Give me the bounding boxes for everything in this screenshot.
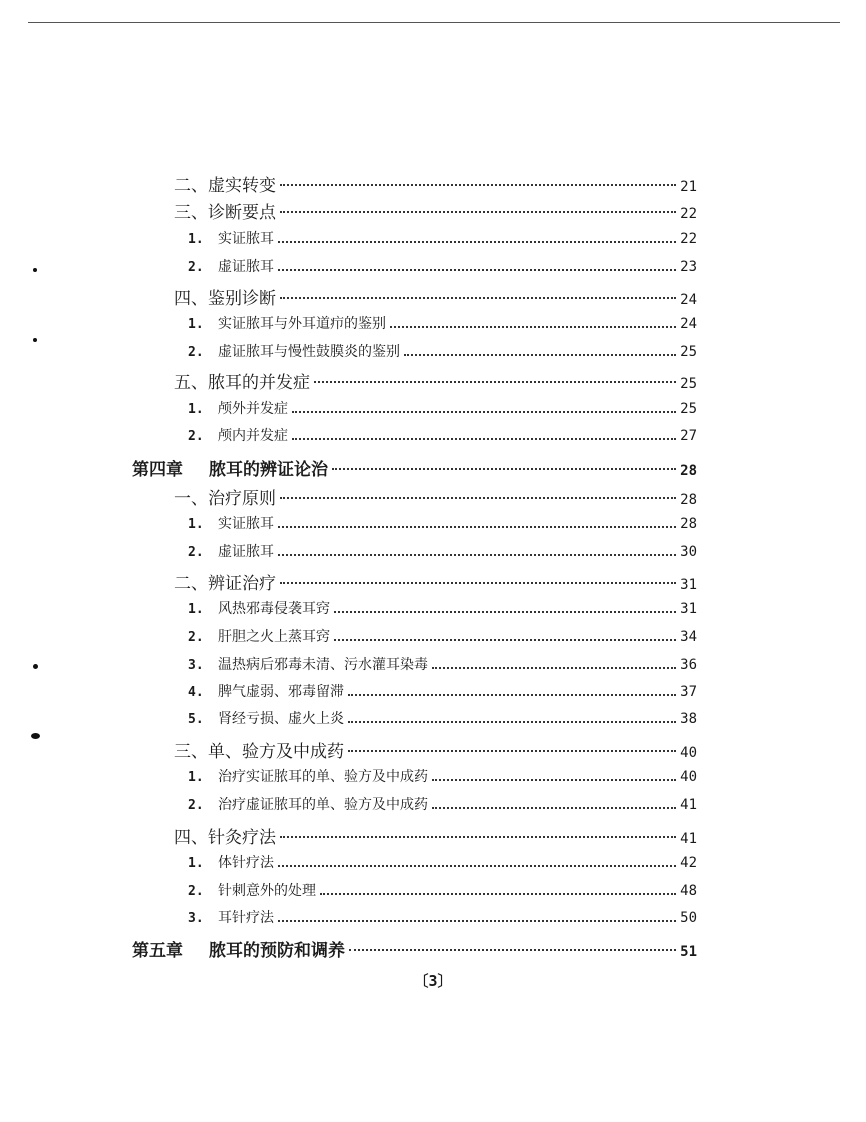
toc-title: 诊断要点 — [208, 203, 276, 223]
toc-leader-dots — [432, 667, 676, 669]
toc-number: 2. — [188, 260, 204, 275]
toc-page-number: 37 — [680, 684, 697, 700]
toc-title: 脓耳的预防和调养 — [209, 941, 345, 961]
toc-section — [174, 823, 697, 847]
toc-page-number: 38 — [680, 711, 697, 727]
toc-section — [174, 484, 697, 508]
toc-number: 2. — [188, 884, 204, 899]
toc-leader-dots — [432, 807, 676, 809]
toc-section — [174, 737, 697, 761]
toc-number: 2. — [188, 429, 204, 444]
toc-number: 1. — [188, 232, 204, 247]
toc-title: 针灸疗法 — [208, 828, 276, 848]
toc-number: 四、 — [174, 289, 208, 309]
toc-number: 二、 — [174, 574, 208, 594]
toc-subsection — [188, 256, 697, 280]
toc-subsection — [188, 852, 697, 876]
toc-section — [174, 368, 697, 392]
toc-number: 二、 — [174, 176, 208, 196]
toc-number: 2. — [188, 545, 204, 560]
toc-page-number: 25 — [680, 376, 697, 392]
toc-title: 耳针疗法 — [218, 910, 274, 926]
toc-leader-dots — [278, 269, 676, 271]
toc-number: 1. — [188, 602, 204, 617]
toc-number: 三、 — [174, 203, 208, 223]
toc-title: 治疗原则 — [208, 489, 276, 509]
toc-leader-dots — [278, 241, 676, 243]
toc-section — [174, 198, 697, 222]
toc-number: 1. — [188, 856, 204, 871]
toc-section — [174, 284, 697, 308]
toc-leader-dots — [320, 893, 676, 895]
toc-subsection — [188, 880, 697, 904]
toc-number: 5. — [188, 712, 204, 727]
toc-section — [174, 569, 697, 593]
toc-title: 实证脓耳 — [218, 516, 274, 532]
toc-leader-dots — [280, 184, 676, 186]
toc-leader-dots — [404, 354, 676, 356]
toc-subsection — [188, 766, 697, 790]
toc-leader-dots — [280, 497, 676, 499]
toc-page-number: 36 — [680, 657, 697, 673]
toc-title: 单、验方及中成药 — [208, 742, 344, 762]
toc-subsection — [188, 907, 697, 931]
toc-leader-dots — [348, 694, 676, 696]
toc-number: 四、 — [174, 828, 208, 848]
toc-page-number: 22 — [680, 206, 697, 222]
toc-leader-dots — [334, 611, 676, 613]
toc-chapter — [132, 936, 697, 960]
toc-subsection — [188, 794, 697, 818]
toc-page-number: 25 — [680, 344, 697, 360]
toc-title: 治疗实证脓耳的单、验方及中成药 — [218, 769, 428, 785]
toc-page-number: 41 — [680, 797, 697, 813]
toc-number: 3. — [188, 911, 204, 926]
toc-page-number: 25 — [680, 401, 697, 417]
toc-title: 体针疗法 — [218, 855, 274, 871]
toc-number: 1. — [188, 402, 204, 417]
toc-title: 颅内并发症 — [218, 428, 288, 444]
toc-title: 脓耳的并发症 — [208, 373, 310, 393]
toc-subsection — [188, 708, 697, 732]
toc-leader-dots — [390, 326, 676, 328]
toc-number: 三、 — [174, 742, 208, 762]
toc-page-number: 24 — [680, 292, 697, 308]
scan-speck — [33, 268, 37, 272]
toc-number: 第四章 — [132, 460, 183, 480]
toc-leader-dots — [349, 949, 676, 951]
toc-leader-dots — [280, 836, 676, 838]
toc-title: 鉴别诊断 — [208, 289, 276, 309]
toc-number: 1. — [188, 317, 204, 332]
toc-page-number: 31 — [680, 601, 697, 617]
toc-subsection — [188, 425, 697, 449]
toc-title: 肾经亏损、虚火上炎 — [218, 711, 344, 727]
toc-page-number: 42 — [680, 855, 697, 871]
toc-leader-dots — [332, 468, 676, 470]
toc-subsection — [188, 598, 697, 622]
toc-title: 风热邪毒侵袭耳窍 — [218, 601, 330, 617]
toc-number: 一、 — [174, 489, 208, 509]
toc-number: 1. — [188, 770, 204, 785]
toc-page-number: 24 — [680, 316, 697, 332]
toc-title: 虚证脓耳 — [218, 544, 274, 560]
toc-section — [174, 171, 697, 195]
toc-subsection — [188, 541, 697, 565]
toc-leader-dots — [432, 779, 676, 781]
toc-title: 辨证治疗 — [208, 574, 276, 594]
toc-number: 2. — [188, 630, 204, 645]
toc-subsection — [188, 398, 697, 422]
toc-page-number: 51 — [680, 944, 697, 960]
toc-page-number: 22 — [680, 231, 697, 247]
page-number: 〔3〕 — [413, 972, 453, 990]
toc-subsection — [188, 681, 697, 705]
toc-title: 虚证脓耳 — [218, 259, 274, 275]
toc-subsection — [188, 341, 697, 365]
scan-speck — [31, 733, 40, 739]
toc-page-number: 23 — [680, 259, 697, 275]
toc-number: 1. — [188, 517, 204, 532]
toc-page-number: 34 — [680, 629, 697, 645]
toc-page-number: 50 — [680, 910, 697, 926]
toc-subsection — [188, 513, 697, 537]
toc-leader-dots — [280, 582, 676, 584]
toc-title: 颅外并发症 — [218, 401, 288, 417]
toc-title: 实证脓耳与外耳道疖的鉴别 — [218, 316, 386, 332]
toc-number: 2. — [188, 798, 204, 813]
toc-number: 3. — [188, 658, 204, 673]
toc-page-number: 21 — [680, 179, 697, 195]
toc-leader-dots — [278, 865, 676, 867]
toc-page-number: 28 — [680, 463, 697, 479]
toc-title: 肝胆之火上蒸耳窍 — [218, 629, 330, 645]
toc-subsection — [188, 654, 697, 678]
toc-leader-dots — [348, 750, 676, 752]
toc-title: 治疗虚证脓耳的单、验方及中成药 — [218, 797, 428, 813]
toc-leader-dots — [348, 721, 676, 723]
toc-page-number: 27 — [680, 428, 697, 444]
scan-speck — [33, 338, 37, 342]
toc-page-number: 28 — [680, 516, 697, 532]
toc-title: 脾气虚弱、邪毒留滞 — [218, 684, 344, 700]
toc-leader-dots — [334, 639, 676, 641]
toc-leader-dots — [280, 211, 676, 213]
toc-title: 实证脓耳 — [218, 231, 274, 247]
toc-page-number: 41 — [680, 831, 697, 847]
toc-subsection — [188, 626, 697, 650]
toc-page-number: 48 — [680, 883, 697, 899]
toc-page-number: 31 — [680, 577, 697, 593]
toc-number: 第五章 — [132, 941, 183, 961]
toc-title: 针刺意外的处理 — [218, 883, 316, 899]
top-rule — [28, 22, 840, 23]
toc-number: 五、 — [174, 373, 208, 393]
toc-page-number: 40 — [680, 745, 697, 761]
toc-title: 脓耳的辨证论治 — [209, 460, 328, 480]
toc-leader-dots — [292, 438, 676, 440]
toc-leader-dots — [278, 920, 676, 922]
toc-page-number: 30 — [680, 544, 697, 560]
toc-leader-dots — [314, 381, 676, 383]
toc-page-number: 28 — [680, 492, 697, 508]
toc-leader-dots — [278, 554, 676, 556]
toc-subsection — [188, 228, 697, 252]
toc-number: 2. — [188, 345, 204, 360]
toc-title: 虚证脓耳与慢性鼓膜炎的鉴别 — [218, 344, 400, 360]
toc-title: 虚实转变 — [208, 176, 276, 196]
toc-leader-dots — [278, 526, 676, 528]
toc-subsection — [188, 313, 697, 337]
toc-title: 温热病后邪毒未清、污水灌耳染毒 — [218, 657, 428, 673]
toc-number: 4. — [188, 685, 204, 700]
toc-leader-dots — [292, 411, 676, 413]
toc-chapter — [132, 455, 697, 479]
toc-leader-dots — [280, 297, 676, 299]
scan-speck — [33, 664, 38, 669]
toc-page-number: 40 — [680, 769, 697, 785]
